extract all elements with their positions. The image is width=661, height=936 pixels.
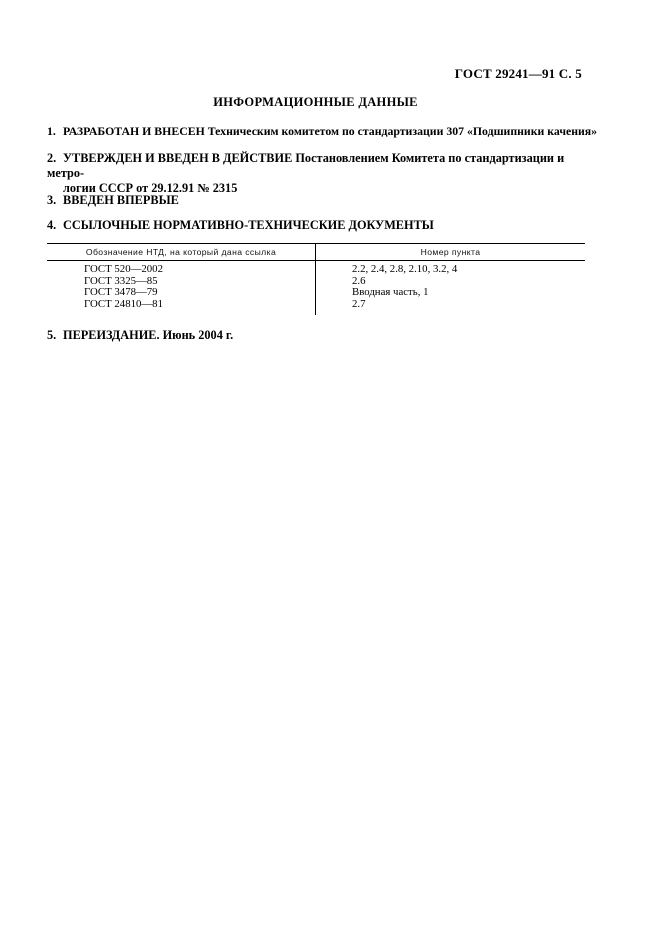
info-item-developed bbox=[47, 124, 598, 139]
table-top-rule bbox=[47, 243, 585, 244]
clause-cell: Вводная часть, 1 bbox=[352, 286, 429, 298]
table-header-rule bbox=[47, 260, 585, 261]
item-lead: РАЗРАБОТАН И ВНЕСЕН bbox=[63, 124, 205, 138]
info-item-reissue bbox=[47, 328, 585, 343]
clause-cell: 2.7 bbox=[352, 297, 366, 310]
item-number: 2. bbox=[47, 151, 57, 165]
table-row bbox=[47, 287, 585, 299]
item-text: Июнь 2004 г. bbox=[159, 328, 234, 342]
item-number: 1. bbox=[47, 124, 56, 138]
item-text: Техническим комитетом по стандартизации 307 «Подшипники качения» bbox=[204, 124, 598, 138]
document-cell: ГОСТ 3478—79 bbox=[84, 286, 158, 298]
clause-cell: 2.2, 2.4, 2.8, 2.10, 3.2, 4 bbox=[352, 263, 458, 275]
document-cell: ГОСТ 3325—85 bbox=[84, 274, 158, 287]
table-row bbox=[47, 264, 585, 276]
item-number: 4. bbox=[47, 218, 57, 232]
reference-table bbox=[47, 243, 585, 315]
item-lead: УТВЕРЖДЕН И ВВЕДЕН В ДЕЙСТВИЕ bbox=[63, 151, 293, 165]
item-number: 5. bbox=[47, 328, 57, 342]
clause-cell: 2.6 bbox=[352, 274, 366, 287]
column-header-document: Обозначение НТД, на который дана ссылка bbox=[85, 247, 277, 257]
table-row bbox=[47, 299, 585, 311]
item-number: 3. bbox=[47, 193, 57, 207]
info-item-approved bbox=[47, 151, 585, 196]
info-item-first-introduced bbox=[47, 193, 585, 208]
document-cell: ГОСТ 520—2002 bbox=[84, 263, 163, 275]
info-item-references bbox=[47, 218, 585, 233]
item-lead: ССЫЛОЧНЫЕ НОРМАТИВНО-ТЕХНИЧЕСКИЕ ДОКУМЕНТЫ bbox=[63, 218, 434, 232]
item-lead: ВВЕДЕН ВПЕРВЫЕ bbox=[63, 193, 179, 207]
running-header: ГОСТ 29241—91 С. 5 bbox=[454, 66, 582, 81]
document-cell: ГОСТ 24810—81 bbox=[84, 297, 163, 310]
page-title: ИНФОРМАЦИОННЫЕ ДАННЫЕ bbox=[213, 95, 418, 109]
column-header-clause: Номер пункта bbox=[420, 247, 481, 257]
table-body bbox=[47, 264, 585, 310]
item-text: Постановлением Комитета по стандартизации и метро- bbox=[47, 151, 565, 180]
item-lead: ПЕРЕИЗДАНИЕ. bbox=[63, 328, 160, 342]
item-text-continued: логии СССР от 29.12.91 № 2315 bbox=[63, 181, 238, 195]
